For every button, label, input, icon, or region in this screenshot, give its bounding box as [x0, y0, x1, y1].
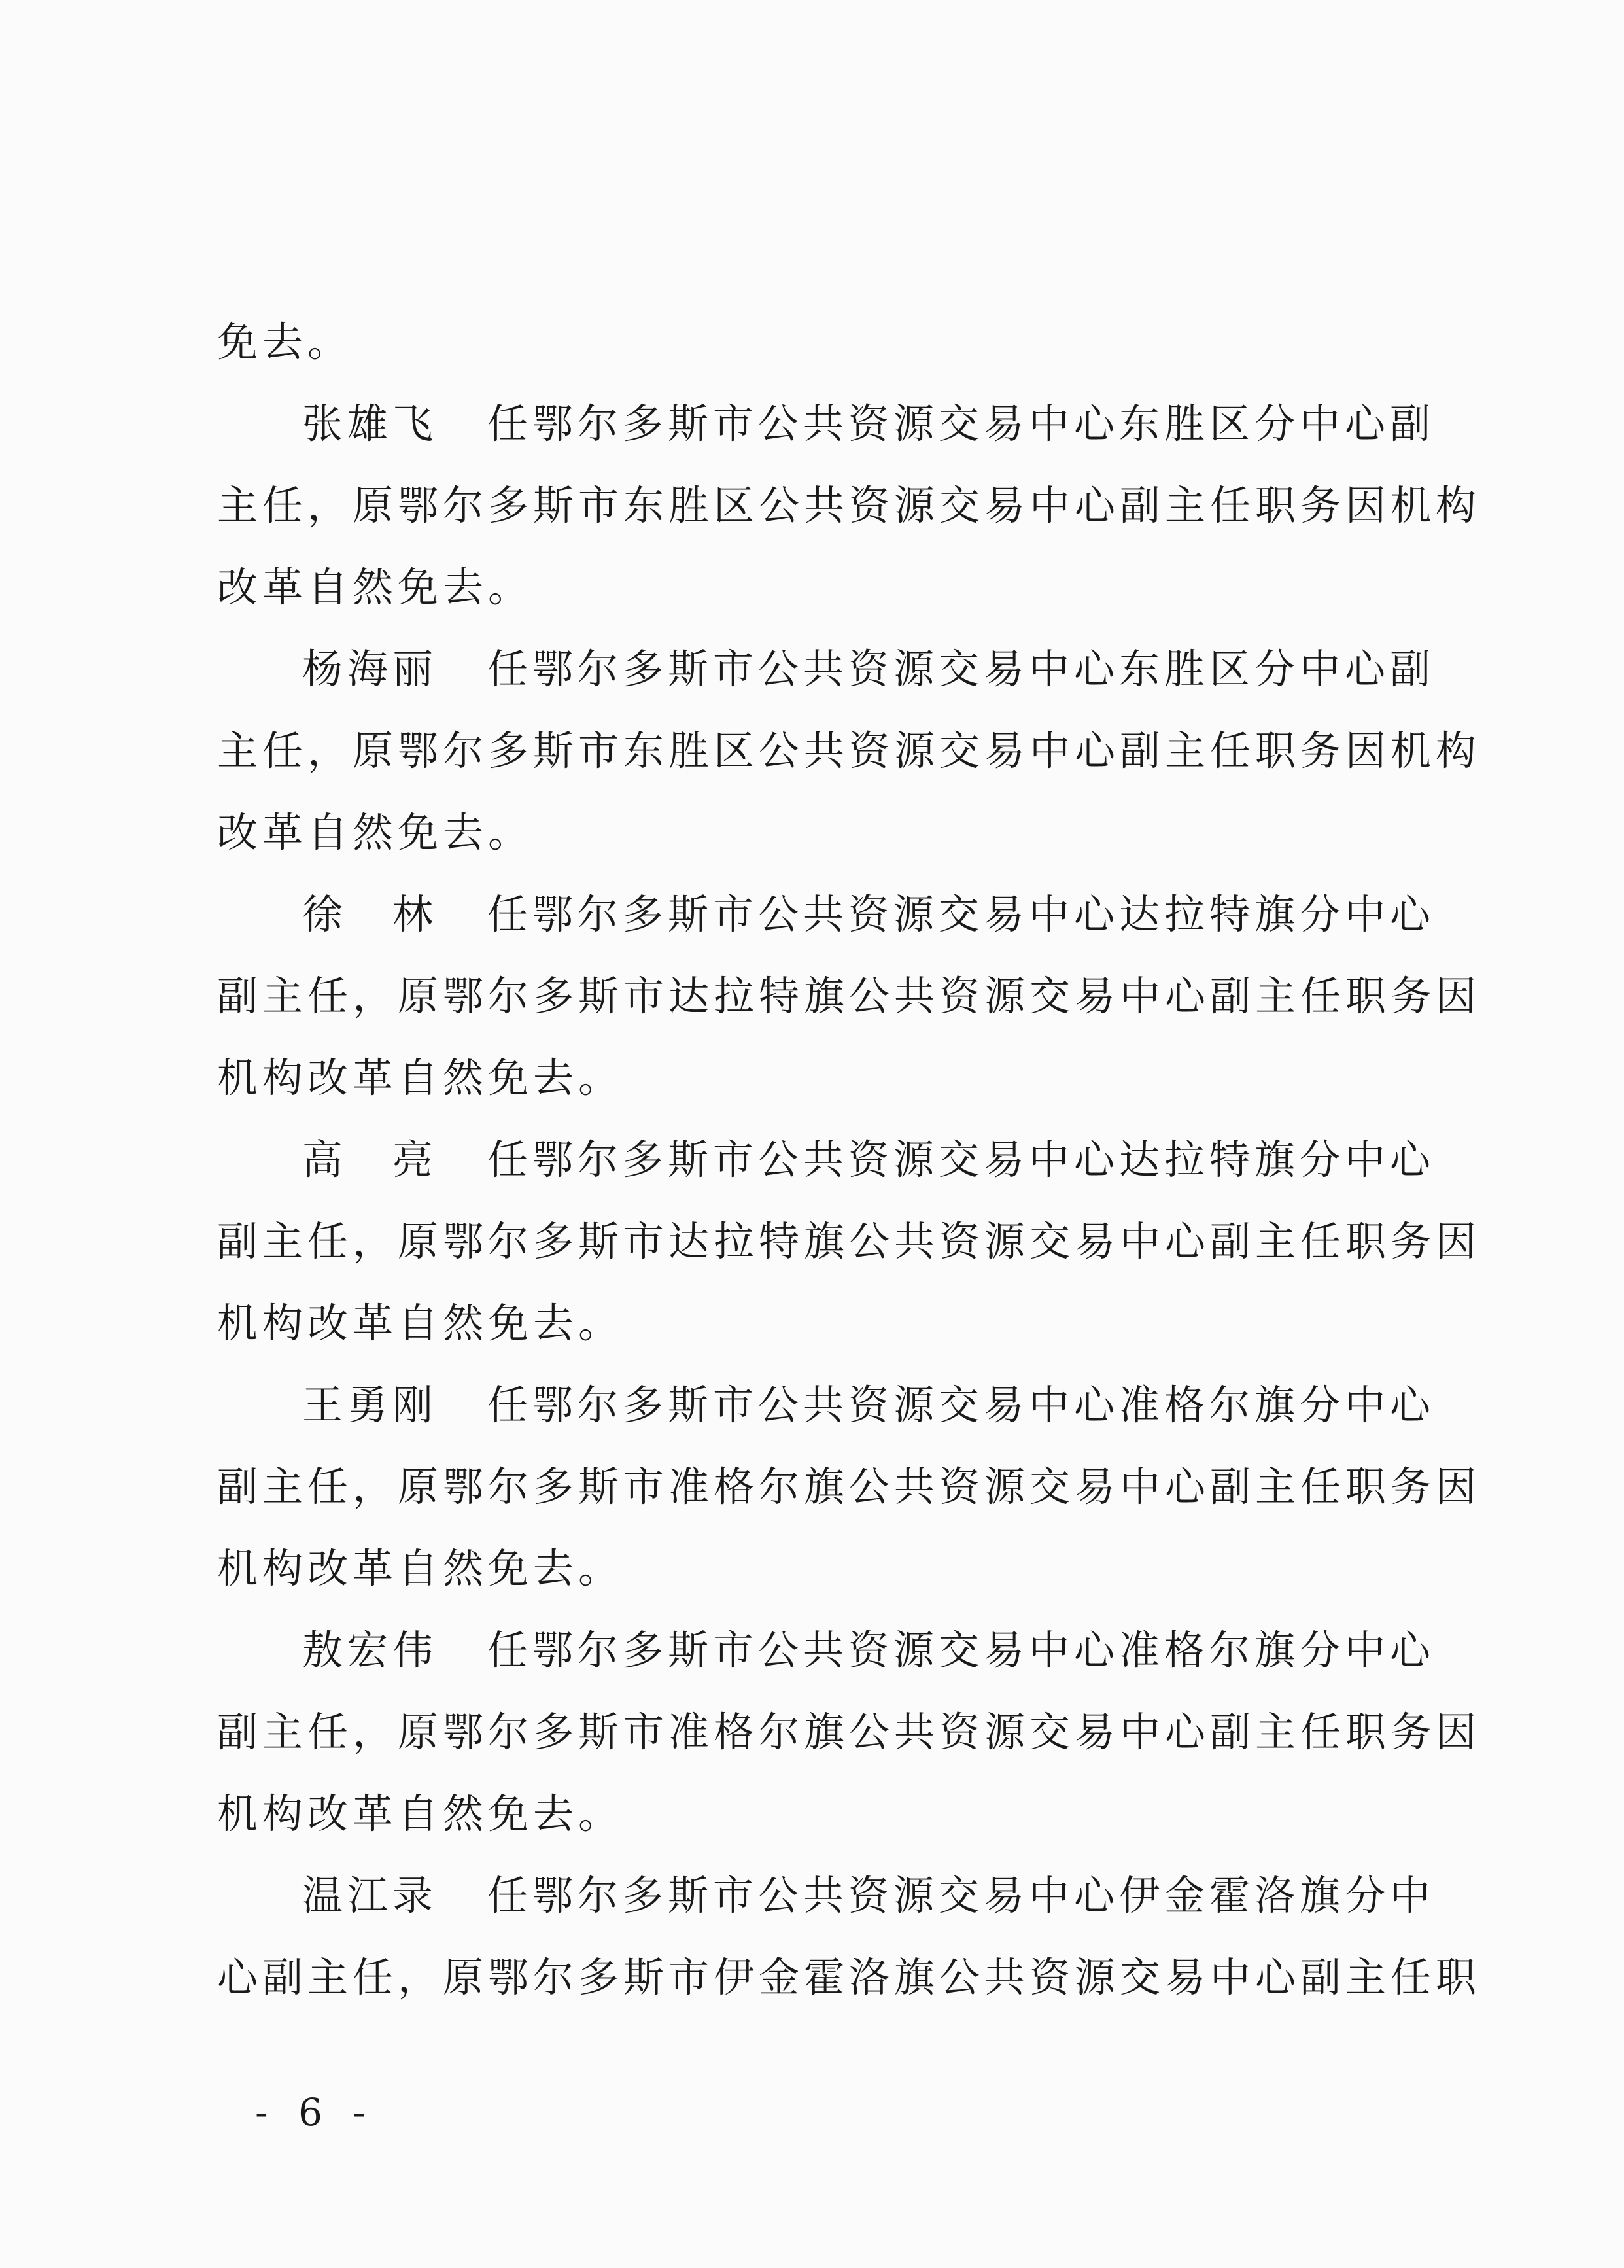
person-name: 杨海丽	[302, 645, 438, 693]
person-name: 高 亮	[302, 1136, 438, 1183]
text-line: 副主任，原鄂尔多斯市准格尔旗公共资源交易中心副主任职务因	[217, 1708, 1481, 1756]
text-line: 主任，原鄂尔多斯市东胜区公共资源交易中心副主任职务因机构	[217, 481, 1481, 529]
person-name: 敖宏伟	[302, 1626, 438, 1674]
person-name: 王勇刚	[302, 1381, 438, 1429]
text-line: 改革自然免去。	[217, 563, 534, 611]
person-name: 徐 林	[302, 890, 438, 938]
page-number: - 6 -	[255, 2090, 375, 2135]
text-line: 改革自然免去。	[217, 809, 534, 856]
text-line: 温江录 任鄂尔多斯市公共资源交易中心伊金霍洛旗分中	[217, 1855, 1427, 1936]
text-line: 高 亮 任鄂尔多斯市公共资源交易中心达拉特旗分中心	[217, 1119, 1427, 1200]
text-line: 副主任，原鄂尔多斯市准格尔旗公共资源交易中心副主任职务因	[217, 1463, 1481, 1510]
text-line: 机构改革自然免去。	[217, 1790, 624, 1838]
person-name: 张雄飞	[302, 400, 438, 447]
text-line: 杨海丽 任鄂尔多斯市公共资源交易中心东胜区分中心副	[217, 628, 1427, 710]
text-line: 机构改革自然免去。	[217, 1054, 624, 1102]
text-line: 心副主任，原鄂尔多斯市伊金霍洛旗公共资源交易中心副主任职	[217, 1953, 1481, 2001]
text-line: 副主任，原鄂尔多斯市达拉特旗公共资源交易中心副主任职务因	[217, 1217, 1481, 1265]
text-line: 机构改革自然免去。	[217, 1544, 624, 1592]
text-line: 王勇刚 任鄂尔多斯市公共资源交易中心准格尔旗分中心	[217, 1364, 1427, 1446]
text-line: 免去。	[217, 318, 353, 366]
text-line: 副主任，原鄂尔多斯市达拉特旗公共资源交易中心副主任职务因	[217, 972, 1481, 1020]
text-line: 主任，原鄂尔多斯市东胜区公共资源交易中心副主任职务因机构	[217, 727, 1481, 775]
person-name: 温江录	[302, 1872, 438, 1919]
text-line: 张雄飞 任鄂尔多斯市公共资源交易中心东胜区分中心副	[217, 383, 1427, 464]
document-body	[217, 301, 1481, 2018]
text-line: 敖宏伟 任鄂尔多斯市公共资源交易中心准格尔旗分中心	[217, 1609, 1427, 1691]
text-line: 机构改革自然免去。	[217, 1299, 624, 1347]
text-line: 徐 林 任鄂尔多斯市公共资源交易中心达拉特旗分中心	[217, 873, 1427, 955]
